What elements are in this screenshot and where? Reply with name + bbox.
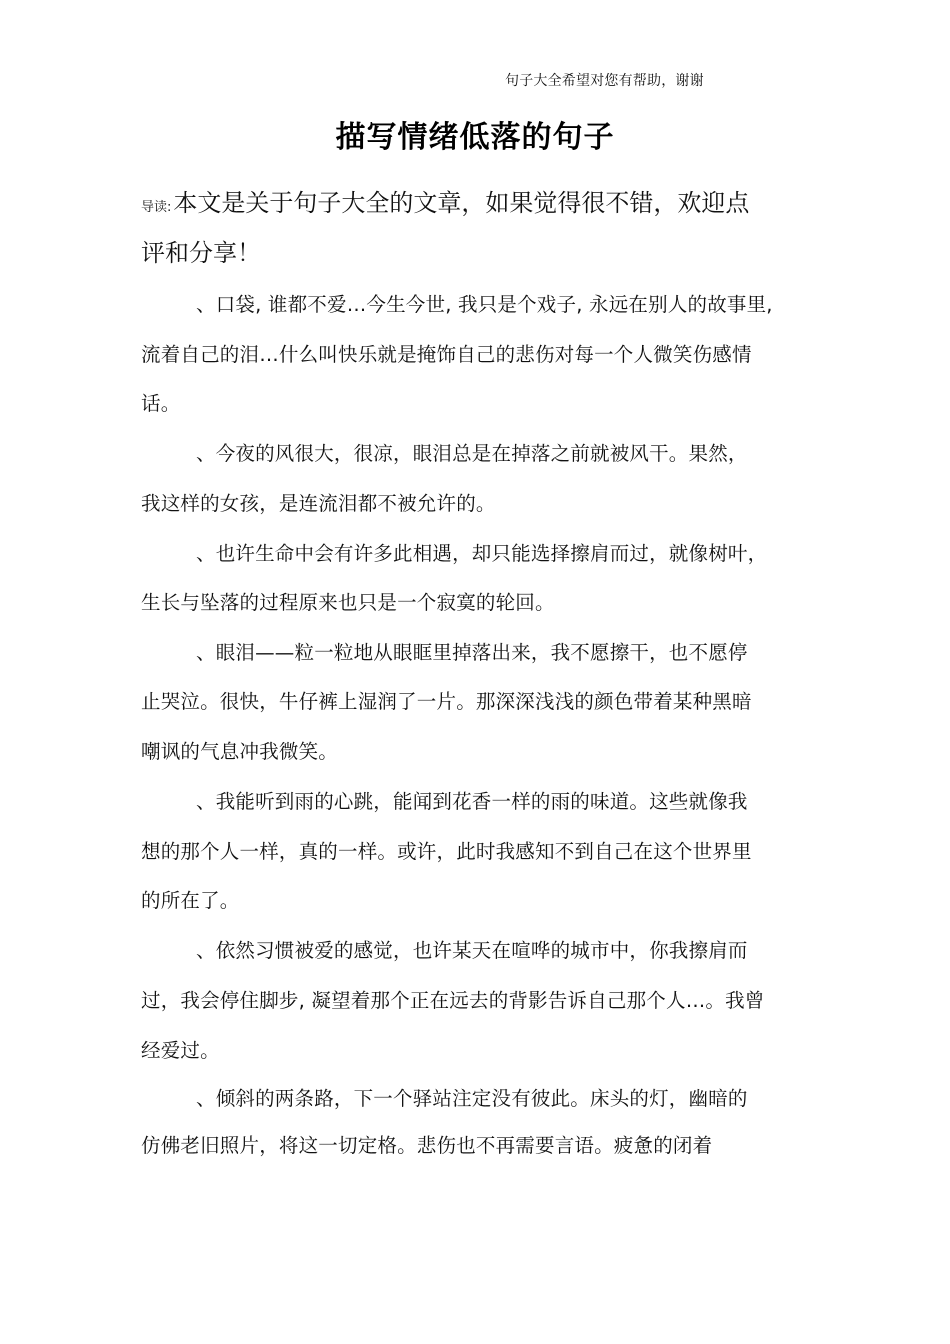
paragraph-line: 、依然习惯被爱的感觉，也许某天在喧哗的城市中，你我擦肩而	[196, 939, 748, 962]
paragraph-line: 、口袋, 谁都不爱…今生今世, 我只是个戏子, 永远在别人的故事里,	[196, 293, 773, 316]
intro-line	[141, 183, 749, 218]
paragraph-line: 嘲讽的气息冲我微笑。	[141, 740, 339, 763]
intro-line: 评和分享！	[141, 239, 261, 267]
paragraph-line: 想的那个人一样，真的一样。或许，此时我感知不到自己在这个世界里	[141, 840, 752, 863]
paragraph-line: 、眼泪——粒一粒地从眼眶里掉落出来，我不愿擦干，也不愿停	[196, 641, 748, 664]
paragraph-line: 经爱过。	[141, 1039, 220, 1062]
paragraph-line: 流着自己的泪…什么叫快乐就是掩饰自己的悲伤对每一个人微笑伤感情	[141, 343, 752, 366]
paragraph-line: 止哭泣。很快，牛仔裤上湿润了一片。那深深浅浅的颜色带着某种黑暗	[141, 690, 752, 713]
paragraph-line: 的所在了。	[141, 889, 240, 912]
paragraph-line: 、也许生命中会有许多此相遇，却只能选择擦肩而过，就像树叶，	[196, 542, 768, 565]
header-note: 句子大全希望对您有帮助，谢谢	[505, 73, 704, 89]
paragraph-line: 仿佛老旧照片，将这一切定格。悲伤也不再需要言语。疲惫的闭着	[141, 1134, 713, 1157]
paragraph-line: 生长与坠落的过程原来也只是一个寂寞的轮回。	[141, 591, 555, 614]
intro-text: 本文是关于句子大全的文章，如果觉得很不错，欢迎点	[173, 189, 750, 217]
paragraph-line: 我这样的女孩，是连流泪都不被允许的。	[141, 492, 496, 515]
paragraph-line: 、今夜的风很大，很凉，眼泪总是在掉落之前就被风干。果然，	[196, 442, 748, 465]
intro-label: 导读:	[141, 200, 172, 215]
paragraph-line: 、我能听到雨的心跳，能闻到花香一样的雨的味道。这些就像我	[196, 790, 748, 813]
paragraph-line: 、倾斜的两条路，下一个驿站注定没有彼此。床头的灯，幽暗的	[196, 1087, 748, 1110]
paragraph-line: 过，我会停住脚步, 凝望着那个正在远去的背影告诉自己那个人…。我曾	[141, 989, 765, 1012]
page-title: 描写情绪低落的句子	[335, 120, 615, 155]
paragraph-line: 话。	[141, 392, 181, 415]
